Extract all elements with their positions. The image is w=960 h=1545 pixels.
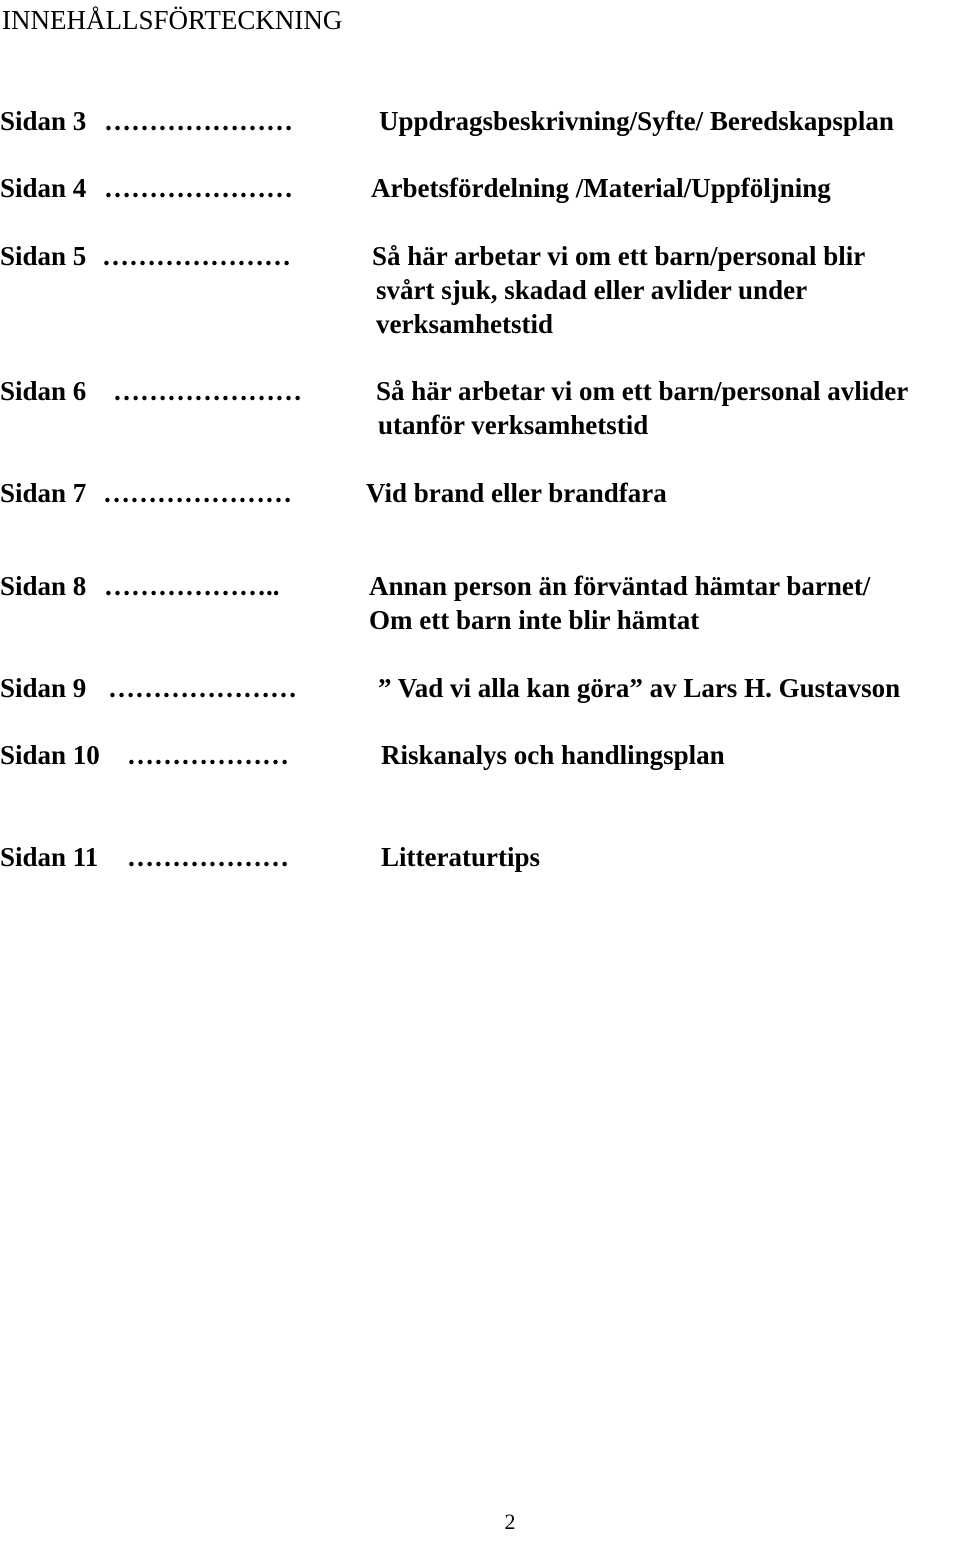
toc-page-label: Sidan 10	[0, 740, 100, 770]
document-title: INNEHÅLLSFÖRTECKNING	[2, 5, 343, 35]
toc-leader-dots: …………………	[104, 106, 293, 136]
toc-leader-dots: …………………	[103, 478, 292, 508]
toc-leader-dots: …………………	[113, 376, 302, 406]
toc-entry-text	[381, 738, 725, 772]
toc-leader-dots: …………………	[104, 173, 293, 203]
toc-page-label: Sidan 6	[0, 376, 87, 406]
toc-entry-line: verksamhetstid	[376, 309, 553, 339]
toc-entry-text	[369, 569, 870, 637]
toc-entry-text	[381, 840, 540, 874]
toc-entry-text	[366, 476, 667, 510]
toc-entry-line: Om ett barn inte blir hämtat	[369, 605, 700, 635]
toc-entry-line: ” Vad vi alla kan göra” av Lars H. Gustavson	[378, 673, 901, 703]
toc-entry-line: Arbetsfördelning /Material/Uppföljning	[371, 173, 831, 203]
toc-entry-text	[376, 374, 908, 442]
toc-entry-line: Annan person än förväntad hämtar barnet/	[369, 571, 871, 601]
toc-page-label: Sidan 4	[0, 173, 87, 203]
toc-page-label: Sidan 11	[0, 842, 99, 872]
toc-entry-line: svårt sjuk, skadad eller avlider under	[376, 275, 808, 305]
toc-page-label: Sidan 9	[0, 673, 87, 703]
toc-page-label: Sidan 7	[0, 478, 87, 508]
toc-entry-text	[372, 239, 865, 341]
toc-entry-line: Så här arbetar vi om ett barn/personal blir	[372, 241, 866, 271]
toc-leader-dots: …………………	[102, 241, 291, 271]
page-number: 2	[504, 1509, 516, 1534]
toc-entry-text	[379, 104, 894, 138]
toc-entry-line: Så här arbetar vi om ett barn/personal avlider	[376, 376, 909, 406]
toc-page-label: Sidan 5	[0, 241, 87, 271]
toc-entry-line: Vid brand eller brandfara	[366, 478, 667, 508]
toc-entry-line: Uppdragsbeskrivning/Syfte/ Beredskapsplan	[379, 106, 894, 136]
toc-entry-text	[378, 671, 900, 705]
toc-entry-line: Litteraturtips	[381, 842, 540, 872]
toc-page-label: Sidan 8	[0, 571, 87, 601]
toc-leader-dots: ………………..	[104, 571, 280, 601]
toc-entry-text	[371, 171, 831, 205]
toc-entry-line: Riskanalys och handlingsplan	[381, 740, 725, 770]
toc-entry-line: utanför verksamhetstid	[378, 410, 649, 440]
toc-leader-dots: …………………	[108, 673, 297, 703]
toc-page-label: Sidan 3	[0, 106, 87, 136]
toc-leader-dots: ………………	[127, 842, 289, 872]
toc-leader-dots: ………………	[127, 740, 289, 770]
